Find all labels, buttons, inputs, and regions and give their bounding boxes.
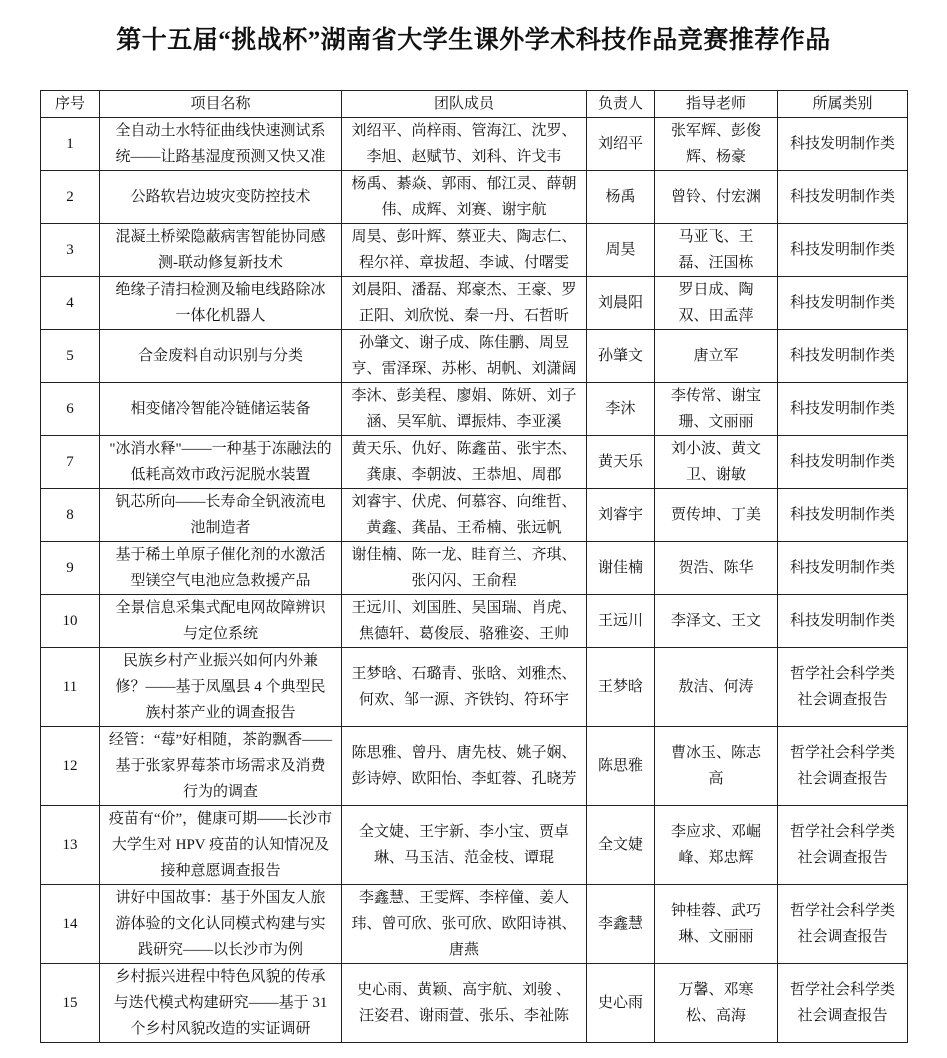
- table-header-row: [41, 91, 908, 118]
- cell-leader: 李沐: [587, 383, 655, 436]
- table-row: [41, 277, 908, 330]
- cell-advisors: 唐立军: [655, 330, 778, 383]
- header-advisors: 指导老师: [655, 91, 778, 118]
- cell-team-members: 刘睿宇、伏虎、何慕容、向维哲、 黄鑫、龚晶、王希楠、张远帆: [342, 489, 587, 542]
- cell-leader: 李鑫慧: [587, 885, 655, 964]
- cell-category: 科技发明制作类: [778, 383, 908, 436]
- cell-index: 2: [41, 171, 100, 224]
- cell-leader: 杨禹: [587, 171, 655, 224]
- table-row: [41, 330, 908, 383]
- cell-leader: 谢佳楠: [587, 542, 655, 595]
- header-index: 序号: [41, 91, 100, 118]
- cell-team-members: 陈思雅、曾丹、唐先枝、姚子娴、 彭诗婷、欧阳怡、李虹蓉、孔晓芳: [342, 727, 587, 806]
- table-row: [41, 224, 908, 277]
- cell-team-members: 史心雨、黄颖、高宇航、刘骏 、 汪姿君、谢雨萱、张乐、李祉陈: [342, 964, 587, 1043]
- cell-advisors: 罗日成、陶 双、田孟萍: [655, 277, 778, 330]
- cell-team-members: 王梦晗、石璐青、张晗、刘雅杰、 何欢、邹一源、齐铁钧、符环宇: [342, 648, 587, 727]
- cell-project-name: 基于稀土单原子催化剂的水激活 型镁空气电池应急救援产品: [100, 542, 342, 595]
- cell-advisors: 张军辉、彭俊 辉、杨豪: [655, 118, 778, 171]
- table-row: [41, 648, 908, 727]
- cell-leader: 王梦晗: [587, 648, 655, 727]
- cell-leader: 陈思雅: [587, 727, 655, 806]
- cell-project-name: 讲好中国故事：基于外国友人旅 游体验的文化认同模式构建与实 践研究——以长沙市为例: [100, 885, 342, 964]
- cell-leader: 刘绍平: [587, 118, 655, 171]
- cell-advisors: 敖洁、何涛: [655, 648, 778, 727]
- cell-leader: 周昊: [587, 224, 655, 277]
- header-project-name: 项目名称: [100, 91, 342, 118]
- cell-advisors: 万馨、邓寒 松、高海: [655, 964, 778, 1043]
- cell-category: 哲学社会科学类 社会调查报告: [778, 964, 908, 1043]
- cell-team-members: 全文婕、王宇新、李小宝、贾卓 琳、马玉洁、范金枝、谭琨: [342, 806, 587, 885]
- cell-project-name: 全景信息采集式配电网故障辨识 与定位系统: [100, 595, 342, 648]
- cell-team-members: 李沐、彭美程、廖娟、陈妍、刘子 涵、吴军航、谭振炜、李亚溪: [342, 383, 587, 436]
- cell-project-name: 绝缘子清扫检测及输电线路除冰 一体化机器人: [100, 277, 342, 330]
- cell-advisors: 贾传坤、丁美: [655, 489, 778, 542]
- table-row: [41, 885, 908, 964]
- cell-leader: 全文婕: [587, 806, 655, 885]
- cell-leader: 刘晨阳: [587, 277, 655, 330]
- cell-category: 哲学社会科学类 社会调查报告: [778, 727, 908, 806]
- cell-advisors: 刘小波、黄文 卫、谢敏: [655, 436, 778, 489]
- cell-advisors: 马亚飞、王 磊、汪国栋: [655, 224, 778, 277]
- cell-project-name: 混凝土桥梁隐蔽病害智能协同感 测-联动修复新技术: [100, 224, 342, 277]
- recommended-works-table: [40, 90, 908, 1043]
- cell-project-name: 乡村振兴进程中特色风貌的传承 与迭代模式构建研究——基于 31 个乡村风貌改造的实证调研: [100, 964, 342, 1043]
- cell-index: 12: [41, 727, 100, 806]
- cell-category: 哲学社会科学类 社会调查报告: [778, 806, 908, 885]
- cell-index: 11: [41, 648, 100, 727]
- table-row: [41, 118, 908, 171]
- cell-project-name: 全自动土水特征曲线快速测试系 统——让路基湿度预测又快又准: [100, 118, 342, 171]
- cell-team-members: 李鑫慧、王雯辉、李梓僮、姜人 玮、曾可欣、张可欣、欧阳诗祺、 唐燕: [342, 885, 587, 964]
- cell-advisors: 贺浩、陈华: [655, 542, 778, 595]
- cell-project-name: 合金废料自动识别与分类: [100, 330, 342, 383]
- cell-index: 14: [41, 885, 100, 964]
- cell-category: 科技发明制作类: [778, 118, 908, 171]
- cell-category: 科技发明制作类: [778, 171, 908, 224]
- cell-category: 科技发明制作类: [778, 277, 908, 330]
- cell-category: 科技发明制作类: [778, 542, 908, 595]
- cell-category: 科技发明制作类: [778, 224, 908, 277]
- cell-advisors: 曾铃、付宏渊: [655, 171, 778, 224]
- cell-project-name: 疫苗有“价”，健康可期——长沙市 大学生对 HPV 疫苗的认知情况及 接种意愿调查报告: [100, 806, 342, 885]
- cell-index: 3: [41, 224, 100, 277]
- cell-project-name: 经管：“莓”好相随，茶韵飘香—— 基于张家界莓茶市场需求及消费 行为的调查: [100, 727, 342, 806]
- cell-project-name: 相变储冷智能冷链储运装备: [100, 383, 342, 436]
- cell-team-members: 孙肇文、谢子成、陈佳鹏、周昱 亨、雷泽琛、苏彬、胡帆、刘潇阔: [342, 330, 587, 383]
- cell-project-name: 钒芯所向——长寿命全钒液流电 池制造者: [100, 489, 342, 542]
- cell-index: 6: [41, 383, 100, 436]
- cell-team-members: 周昊、彭叶辉、蔡亚夫、陶志仁、 程尔祥、章拔超、李诚、付曙雯: [342, 224, 587, 277]
- cell-category: 科技发明制作类: [778, 489, 908, 542]
- cell-leader: 王远川: [587, 595, 655, 648]
- table-row: [41, 383, 908, 436]
- header-leader: 负责人: [587, 91, 655, 118]
- cell-category: 科技发明制作类: [778, 595, 908, 648]
- cell-index: 7: [41, 436, 100, 489]
- cell-advisors: 曹冰玉、陈志 高: [655, 727, 778, 806]
- cell-index: 4: [41, 277, 100, 330]
- header-category: 所属类别: [778, 91, 908, 118]
- table-row: [41, 542, 908, 595]
- cell-project-name: "冰消水释"——一种基于冻融法的 低耗高效市政污泥脱水装置: [100, 436, 342, 489]
- table-row: [41, 595, 908, 648]
- cell-advisors: 李传常、谢宝 珊、文丽丽: [655, 383, 778, 436]
- header-team-members: 团队成员: [342, 91, 587, 118]
- cell-project-name: 民族乡村产业振兴如何内外兼 修？——基于凤凰县 4 个典型民 族村茶产业的调查报告: [100, 648, 342, 727]
- cell-advisors: 钟桂蓉、武巧 琳、文丽丽: [655, 885, 778, 964]
- cell-category: 哲学社会科学类 社会调查报告: [778, 648, 908, 727]
- cell-leader: 刘睿宇: [587, 489, 655, 542]
- cell-leader: 史心雨: [587, 964, 655, 1043]
- table-row: [41, 489, 908, 542]
- cell-team-members: 杨禹、綦焱、郭雨、郁江灵、薛朝 伟、成辉、刘赛、谢宇航: [342, 171, 587, 224]
- cell-team-members: 王远川、刘国胜、吴国瑞、肖虎、 焦德轩、葛俊辰、骆雅姿、王帅: [342, 595, 587, 648]
- cell-team-members: 黄天乐、仇好、陈鑫苗、张宇杰、 龚康、李朝波、王恭旭、周郡: [342, 436, 587, 489]
- cell-project-name: 公路软岩边坡灾变防控技术: [100, 171, 342, 224]
- table-row: [41, 436, 908, 489]
- cell-leader: 孙肇文: [587, 330, 655, 383]
- cell-leader: 黄天乐: [587, 436, 655, 489]
- table-row: [41, 171, 908, 224]
- cell-index: 8: [41, 489, 100, 542]
- cell-category: 科技发明制作类: [778, 436, 908, 489]
- table-row: [41, 964, 908, 1043]
- cell-index: 13: [41, 806, 100, 885]
- cell-team-members: 刘绍平、尚梓雨、管海江、沈罗、 李旭、赵赋节、刘科、许戈韦: [342, 118, 587, 171]
- table-row: [41, 806, 908, 885]
- cell-index: 10: [41, 595, 100, 648]
- cell-index: 9: [41, 542, 100, 595]
- document-title: 第十五届“挑战杯”湖南省大学生课外学术科技作品竞赛推荐作品: [116, 27, 831, 54]
- cell-team-members: 谢佳楠、陈一龙、眭育兰、齐琪、 张闪闪、王俞程: [342, 542, 587, 595]
- table-row: [41, 727, 908, 806]
- cell-index: 1: [41, 118, 100, 171]
- cell-category: 哲学社会科学类 社会调查报告: [778, 885, 908, 964]
- cell-advisors: 李应求、邓崛 峰、郑忠辉: [655, 806, 778, 885]
- cell-index: 5: [41, 330, 100, 383]
- cell-team-members: 刘晨阳、潘磊、郑豪杰、王豪、罗 正阳、刘欣悦、秦一丹、石哲昕: [342, 277, 587, 330]
- cell-category: 科技发明制作类: [778, 330, 908, 383]
- cell-index: 15: [41, 964, 100, 1043]
- cell-advisors: 李泽文、王文: [655, 595, 778, 648]
